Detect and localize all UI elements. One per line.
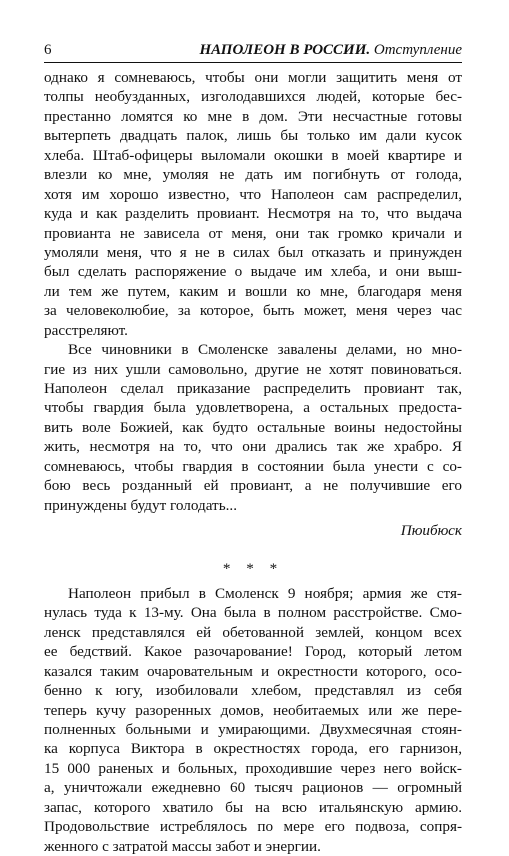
text-line: за человеколюбие, за которое, быть может, меня через час — [44, 302, 462, 320]
page-body — [44, 68, 462, 856]
text-line: однако я сомневаюсь, чтобы они могли защитить меня от — [44, 69, 462, 86]
text-line: гие из них ушли самовольно, другие не хотят повиноваться. — [44, 360, 462, 378]
text-line: Все чиновники в Смоленске завалены делами, но мно- — [68, 341, 462, 359]
text-line: умоляли меня, что я не в силах был отказать и принужден — [44, 243, 462, 261]
text-line: нулась туда к 13-му. Она была в полном расстройстве. Смо- — [44, 604, 462, 622]
text-line: влезли ко мне, умоляя не дать им погибнуть от голода, — [44, 166, 462, 184]
text-line: был сделать распоряжение о выдаче им хлеба, и они выш- — [44, 263, 462, 281]
text-line: казался таким очаровательным и окрестности которого, осо- — [44, 662, 462, 680]
text-line: Наполеон сделал приказание распределить провиант так, — [44, 380, 462, 397]
paragraph-letter-continuation — [44, 68, 462, 340]
text-line: престанно ломятся ко мне в дом. Эти несчастные готовы — [44, 107, 462, 125]
section-separator: * * * — [222, 559, 284, 577]
text-line: ли тем же путем, каким и вошли ко мне, благодаря меня — [44, 282, 462, 300]
text-line: теперь кучу разоренных домов, необитаемых или же пере- — [44, 701, 462, 719]
running-header — [44, 40, 462, 63]
text-line: сомневаюсь, чтобы гвардия в состоянии была унести с со- — [44, 457, 462, 475]
paragraph-officials — [44, 340, 462, 515]
text-line: расстреляют. — [44, 321, 128, 339]
text-line: женного с затратой массы забот и энергии. — [44, 837, 321, 855]
text-line: запас, которого хватило бы на всю итальянскую армию. — [44, 798, 462, 816]
page-number: 6 — [44, 42, 52, 58]
paragraph-arrival-smolensk — [44, 584, 462, 856]
text-line: хлеба. Штаб-офицеры выломали окошки в моей квартире и — [44, 146, 462, 164]
text-line: ее бедствий. Какое разочарование! Город, который летом — [44, 643, 462, 661]
text-line: хотя им хорошо известно, что Наполеон сам распределил, — [44, 185, 462, 203]
text-line: Наполеон прибыл в Смоленск 9 ноября; армия же стя- — [68, 584, 462, 602]
text-line: чтобы гвардия была удовлетворена, а остальных предоста- — [44, 399, 462, 417]
text-line: бенно к югу, изобиловали хлебом, представлял из себя — [44, 682, 462, 700]
text-line: ка корпуса Виктора в окрестностях города, его гарнизон, — [44, 740, 462, 758]
section-title: Отступление — [373, 42, 462, 58]
text-line: провианта не зависела от меня, они так громко кричали и — [44, 224, 462, 242]
text-line: ленск представлялся ей обетованной землей, концом всех — [44, 623, 462, 641]
book-title: НАПОЛЕОН В РОССИИ. — [199, 42, 371, 58]
text-line: 15 000 раненых и больных, проходившие через него войск- — [44, 759, 462, 777]
letter-signature: Пюибюск — [400, 522, 462, 540]
running-title — [200, 40, 463, 60]
text-line: принуждены будут голодать... — [44, 496, 238, 514]
text-line: бою весь розданный ей провиант, а не получившие его — [44, 477, 462, 495]
text-line: вить воле Божией, как будто остальные воины недостойны — [44, 418, 462, 436]
text-line: толпы необузданных, изголодавшихся людей, которые бес- — [44, 88, 462, 106]
text-line: куда и как разделить провиант. Несмотря на то, что выдача — [44, 205, 462, 223]
text-line: а, уничтожали ежедневно 60 тысяч рационов — огромный — [44, 779, 462, 797]
text-line: вытерпеть двадцать палок, лишь бы только им дали кусок — [44, 127, 462, 145]
text-line: жить, несмотря на то, что они дрались так же храбро. Я — [44, 438, 462, 456]
text-line: полненных больными и умирающими. Двухмесячная стоян- — [44, 721, 462, 738]
text-line: Продовольствие истреблялось по мере его подвоза, сопря- — [44, 818, 462, 836]
